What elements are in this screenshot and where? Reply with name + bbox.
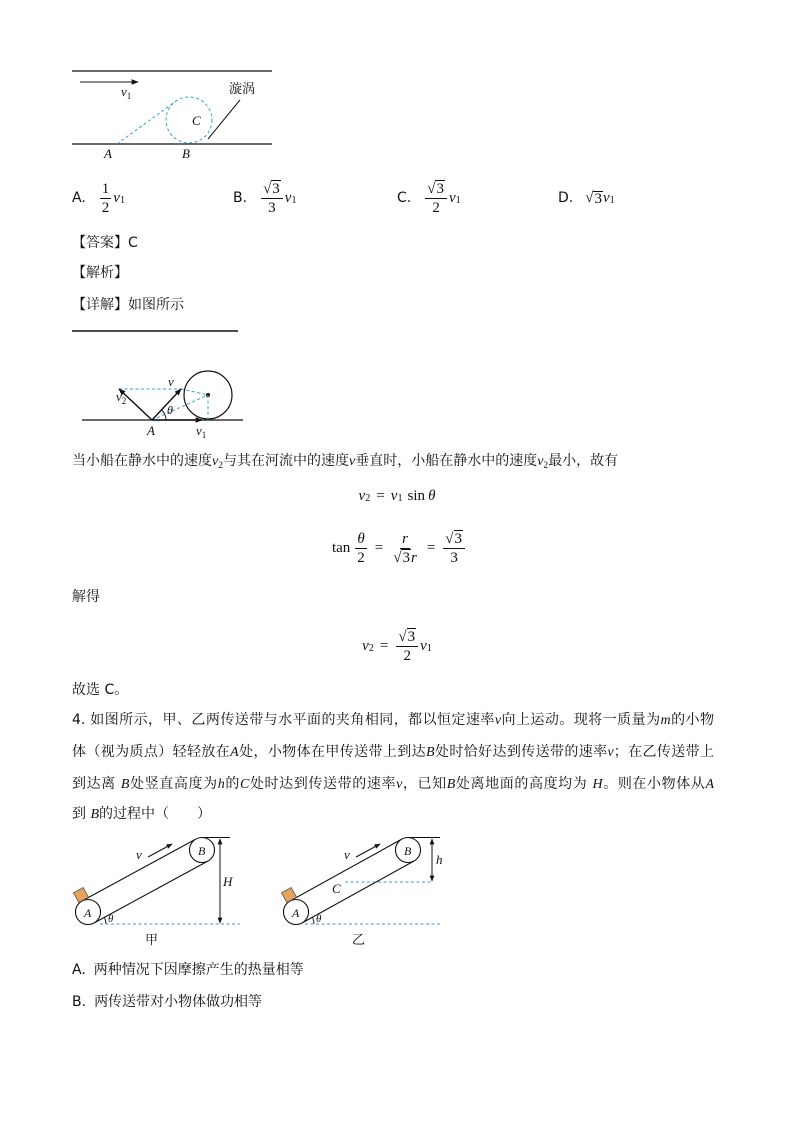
radicand: 3 (272, 180, 280, 197)
option-d (558, 180, 615, 216)
variable: B (90, 807, 100, 822)
fraction-denominator: 3 (268, 199, 276, 216)
theta-arc (312, 917, 314, 924)
text-segment: 最小，故有 (548, 453, 619, 469)
fraction-denominator: 2 (403, 647, 411, 664)
answer-line (72, 233, 138, 253)
option-b-expression (259, 181, 297, 216)
point-a-label: A (104, 146, 112, 161)
variable: v (448, 190, 456, 206)
variable: v (420, 638, 427, 654)
fraction-numerator: θ (357, 530, 365, 547)
theta-label: θ (167, 403, 173, 417)
option-c-expression (423, 181, 461, 216)
variable: B (446, 777, 456, 792)
variable: θ (428, 488, 436, 504)
answer-label: 【答案】 (72, 235, 128, 251)
variable: v (362, 638, 369, 654)
variable: v (284, 190, 292, 206)
reasoning-text (72, 451, 618, 473)
conveyor-figure-jia (65, 830, 250, 950)
river-vortex-figure (60, 60, 280, 165)
point-b-label: B (182, 146, 190, 161)
subscript: 1 (397, 493, 403, 505)
subscript: 1 (455, 195, 461, 207)
text-segment: 4. 如图所示，甲、乙两传送带与水平面的夹角相同，都以恒定速率 (72, 712, 495, 728)
fraction-numerator (261, 181, 283, 199)
v-label: v (168, 374, 174, 389)
height-label: H (223, 874, 233, 889)
variable: v (113, 190, 120, 206)
text-segment: ，已知 (402, 776, 447, 792)
radicand: 3 (436, 180, 444, 197)
question4-option-b (72, 992, 262, 1012)
function-name: sin (407, 488, 426, 504)
option-a (72, 180, 125, 216)
tangent-dashed-line (117, 102, 176, 145)
subscript: 1 (426, 643, 432, 655)
fraction-denominator (391, 549, 419, 566)
fraction (425, 181, 447, 216)
variable: v (537, 454, 544, 469)
solve-label: 解得 (72, 589, 100, 605)
conveyor-figure-yi (275, 830, 455, 950)
equation-3 (0, 624, 794, 668)
center-dashed-line (152, 395, 208, 420)
point-a-label: A (147, 423, 155, 438)
text-segment: 。则在小物体从 (602, 776, 706, 792)
fraction-denominator: 2 (432, 199, 440, 216)
option-a-expression (98, 181, 125, 216)
variable: v (396, 777, 403, 792)
theta-label: θ (108, 913, 114, 925)
text-segment: 的 (224, 776, 240, 792)
text-segment: 处竖直高度为 (129, 776, 218, 792)
radical-sign: √ (393, 549, 402, 566)
option-letter: A. (72, 962, 86, 978)
question4-line-4 (72, 804, 211, 825)
fraction-numerator (396, 629, 418, 647)
question4-line-2 (72, 742, 714, 763)
detail-text: 如图所示 (128, 297, 184, 313)
text-segment: 处，小物体在甲传送带上到达 (238, 744, 427, 760)
option-a-letter: A. (72, 190, 86, 206)
subscript: 2 (218, 461, 223, 472)
variable: v (390, 488, 398, 504)
variable: H (592, 777, 603, 792)
fraction-numerator: 1 (101, 180, 110, 197)
text-segment: 当小船在静水中的速度 (72, 453, 212, 469)
text-segment: 与其在河流中的速度 (222, 453, 349, 469)
velocity-label: v (344, 847, 350, 862)
radicand: 3 (402, 549, 410, 566)
subscript: 1 (119, 195, 126, 207)
fraction (391, 531, 419, 566)
variable: v (348, 454, 356, 469)
option-text: 两传送带对小物体做功相等 (94, 994, 263, 1010)
option-text: 两种情况下因摩擦产生的热量相等 (93, 962, 304, 978)
fraction-denominator: 3 (450, 549, 458, 566)
radical-sign: √ (585, 190, 594, 206)
text-segment: 垂直时，小船在静水中的速度 (355, 453, 538, 469)
variable: B (426, 745, 435, 760)
equals-sign: = (379, 638, 389, 654)
option-d-expression (585, 188, 615, 208)
radical-sign: √ (445, 530, 454, 547)
text-segment: ；在乙传送带上 (613, 744, 715, 760)
analysis-label: 【解析】 (72, 265, 128, 281)
option-c-letter: C. (397, 190, 412, 206)
answer-value: C (128, 235, 138, 251)
fraction (261, 181, 283, 216)
point-c-label: C (332, 881, 341, 896)
variable: v (494, 713, 502, 728)
variable: v (358, 488, 366, 504)
variable: v (602, 190, 610, 206)
detail-label: 【详解】 (72, 297, 128, 313)
equation-1 (0, 486, 794, 506)
text-segment: 到达离 (72, 776, 121, 792)
fraction-denominator: 2 (357, 549, 365, 566)
theta-label: θ (316, 913, 322, 925)
radical-sign: √ (263, 180, 272, 197)
pulley-a-label: A (292, 906, 300, 920)
option-c (397, 180, 461, 216)
fraction-numerator (425, 181, 447, 199)
question4-line-1 (72, 710, 714, 731)
variable: r (410, 549, 417, 566)
v2-label: $v_2$ (116, 389, 127, 406)
fraction-numerator: r (402, 530, 408, 547)
radical-sign: √ (427, 180, 436, 197)
fraction-denominator: 2 (101, 199, 110, 216)
detail-line (72, 295, 184, 315)
vortex-label: 漩涡 (229, 82, 256, 97)
variable: m (660, 713, 671, 728)
pulley-b-label: B (404, 844, 412, 858)
figure-caption: 乙 (352, 933, 366, 948)
variable: B (120, 777, 130, 792)
height-label: h (436, 852, 443, 867)
v1-label: $v_1$ (196, 423, 207, 440)
subscript: 2 (368, 643, 374, 655)
question4-option-a (72, 960, 304, 980)
question4-line-3 (72, 774, 714, 795)
text-segment: 处时达到传送带的速率 (249, 776, 397, 792)
variable: v (607, 745, 614, 760)
subscript: 2 (365, 493, 371, 505)
equation-2 (0, 524, 794, 572)
radicand: 3 (454, 530, 463, 547)
equals-sign: = (374, 540, 384, 556)
vortex-circle (166, 97, 212, 143)
text-segment: 体（视为质点）轻轻放在 (72, 744, 231, 760)
option-d-letter: D. (558, 190, 574, 206)
radicand: 3 (407, 628, 416, 645)
text-segment: 处时恰好达到传送带的速率 (434, 744, 608, 760)
variable: A (230, 745, 239, 760)
conclusion-text: 故选 C。 (72, 682, 129, 698)
figure-caption: 甲 (145, 933, 159, 948)
pulley-a-label: A (84, 906, 92, 920)
variable: A (705, 777, 715, 792)
fraction (100, 181, 112, 216)
pulley-b-label: B (198, 844, 206, 858)
function-name: tan (331, 540, 351, 556)
option-b-letter: B. (233, 190, 248, 206)
analysis-line (72, 263, 128, 283)
option-letter: B. (72, 994, 87, 1010)
velocity-decomposition-figure (65, 320, 250, 445)
text-segment: 到 (72, 806, 91, 822)
text-segment: 处离地面的高度均为 (455, 776, 593, 792)
option-b (233, 180, 297, 216)
subscript: 1 (291, 195, 297, 207)
fraction (443, 531, 465, 566)
text-segment: 向上运动。现将一质量为 (501, 712, 661, 728)
flow-velocity-label: $v_1$ (121, 84, 132, 101)
belt-velocity-arrow (356, 844, 380, 857)
subscript: 1 (609, 195, 615, 207)
variable: h (217, 777, 225, 792)
fraction-numerator (443, 531, 465, 549)
text-segment: 的过程中（ ） (99, 806, 212, 822)
text-segment: 的小物 (670, 712, 715, 728)
variable: C (239, 777, 250, 792)
belt-velocity-arrow (148, 844, 172, 857)
velocity-label: v (136, 847, 142, 862)
fraction (355, 531, 367, 566)
theta-arc (104, 917, 106, 924)
vortex-leader-line (208, 100, 240, 139)
equals-sign: = (426, 540, 436, 556)
radical-sign: √ (398, 628, 407, 645)
fraction (396, 629, 418, 664)
variable: v (212, 454, 219, 469)
vortex-center-label: C (192, 113, 201, 128)
subscript: 2 (543, 461, 549, 472)
radicand: 3 (594, 190, 602, 207)
equals-sign: = (376, 488, 385, 504)
